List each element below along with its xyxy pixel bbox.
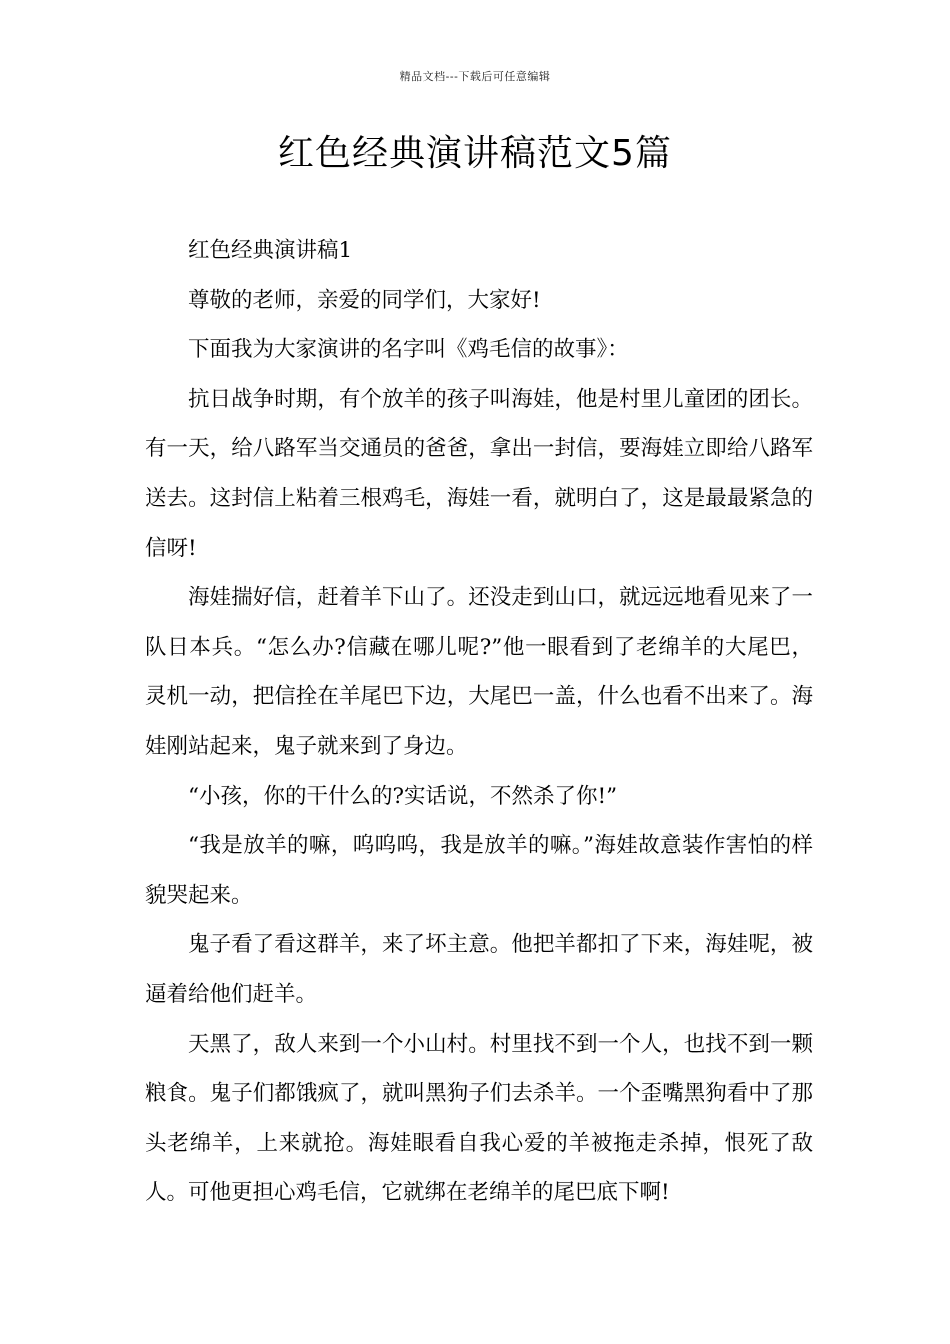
document-body <box>145 226 813 1218</box>
paragraph: 海娃揣好信，赶着羊下山了。还没走到山口，就远远地看见来了一队日本兵。“怎么办?信藏在哪儿呢?”他一眼看到了老绵羊的大尾巴，灵机一动，把信拴在羊尾巴下边，大尾巴一盖，什么也看不出来了。海娃刚站起来，鬼子就来到了身边。 <box>145 585 813 759</box>
paragraph-intro: 下面我为大家演讲的名字叫《鸡毛信的故事》： <box>188 337 629 363</box>
paragraph: 鬼子看了看这群羊，来了坏主意。他把羊都扣了下来，海娃呢，被逼着给他们赶羊。 <box>145 932 813 1007</box>
section-heading: 红色经典演讲稿1 <box>188 238 353 263</box>
page-title: 红色经典演讲稿范文5篇 <box>278 133 672 174</box>
paragraph-greeting: 尊敬的老师，亲爱的同学们，大家好! <box>188 287 541 313</box>
paragraph: “小孩，你的干什么的?实话说，不然杀了你!” <box>188 783 618 809</box>
header-note: 精品文档---下载后可任意编辑 <box>399 70 551 83</box>
paragraph: 天黑了，敌人来到一个小山村。村里找不到一个人，也找不到一颗粮食。鬼子们都饿疯了，就叫黑狗子们去杀羊。一个歪嘴黑狗看中了那头老绵羊，上来就抢。海娃眼看自我心爱的羊被拖走杀掉，恨死了敌人。可他更担心鸡毛信，它就绑在老绵羊的尾巴底下啊! <box>145 1031 813 1206</box>
paragraph: 抗日战争时期，有个放羊的孩子叫海娃，他是村里儿童团的团长。有一天，给八路军当交通员的爸爸，拿出一封信，要海娃立即给八路军送去。这封信上粘着三根鸡毛，海娃一看，就明白了，这是最最紧急的信呀! <box>145 386 813 561</box>
paragraph: “我是放羊的嘛，呜呜呜，我是放羊的嘛。”海娃故意装作害怕的样貌哭起来。 <box>145 833 813 908</box>
